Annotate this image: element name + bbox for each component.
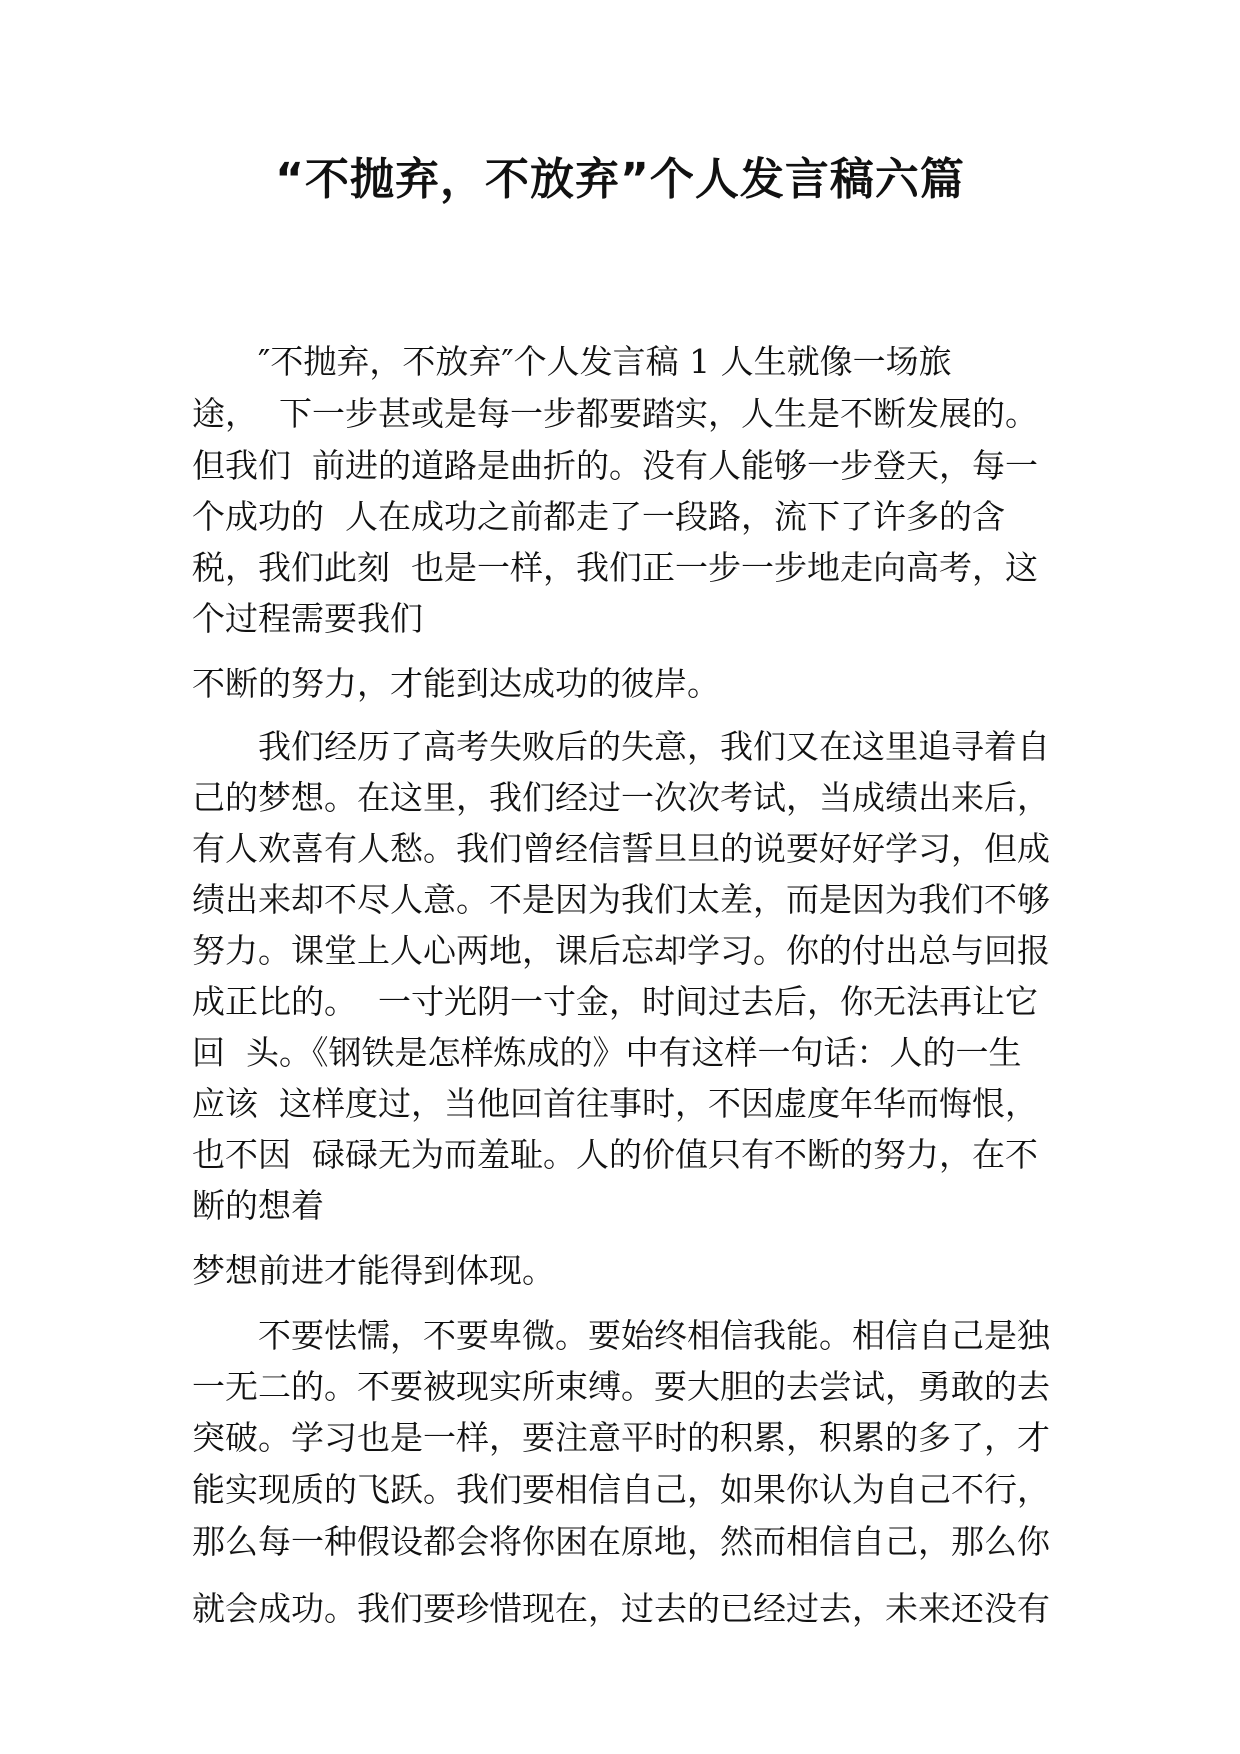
paragraph-line: 梦想前进才能得到体现。 (192, 1251, 555, 1290)
paragraph-line: 我们经历了高考失败后的失意，我们又在这里追寻着自 (258, 727, 1050, 766)
paragraph-line: 但我们 前进的道路是曲折的。没有人能够一步登天，每一 (192, 446, 1038, 485)
paragraph-line: 回 头。《钢铁是怎样炼成的》中有这样一句话：人的一生 (192, 1033, 1022, 1072)
paragraph-line: 也不因 碌碌无为而羞耻。人的价值只有不断的努力，在不 (192, 1135, 1038, 1174)
paragraph-line: 断的想着 (192, 1186, 324, 1225)
paragraph-line: 己的梦想。在这里，我们经过一次次考试，当成绩出来后， (192, 778, 1050, 817)
paragraph-line: 能实现质的飞跃。我们要相信自己，如果你认为自己不行， (192, 1470, 1050, 1509)
paragraph-line: 一无二的。不要被现实所束缚。要大胆的去尝试，勇敢的去 (192, 1367, 1050, 1406)
paragraph-line: ″不抛弃，不放弃″个人发言稿 1 人生就像一场旅 (258, 342, 952, 381)
paragraph-line: 应该 这样度过，当他回首往事时，不因虚度年华而悔恨， (192, 1084, 1038, 1123)
paragraph-line: 那么每一种假设都会将你困在原地，然而相信自己，那么你 (192, 1522, 1050, 1561)
paragraph-line: 绩出来却不尽人意。不是因为我们太差，而是因为我们不够 (192, 880, 1050, 919)
paragraph-line: 努力。课堂上人心两地，课后忘却学习。你的付出总与回报 (192, 931, 1050, 970)
document-title: “不抛弃，不放弃”个人发言稿六篇 (275, 154, 965, 205)
paragraph-line: 不要怯懦，不要卑微。要始终相信我能。相信自己是独 (258, 1316, 1050, 1355)
paragraph-line: 就会成功。我们要珍惜现在，过去的已经过去，未来还没有 (192, 1589, 1050, 1628)
paragraph-line: 税，我们此刻 也是一样，我们正一步一步地走向高考，这 (192, 548, 1038, 587)
paragraph-line: 个成功的 人在成功之前都走了一段路，流下了许多的含 (192, 497, 1005, 536)
paragraph-line: 有人欢喜有人愁。我们曾经信誓旦旦的说要好好学习，但成 (192, 829, 1050, 868)
paragraph-line: 途， 下一步甚或是每一步都要踏实，人生是不断发展的。 (192, 394, 1038, 433)
paragraph-line: 个过程需要我们 (192, 599, 423, 638)
paragraph-line: 成正比的。 一寸光阴一寸金，时间过去后，你无法再让它 (192, 982, 1038, 1021)
paragraph-line: 不断的努力，才能到达成功的彼岸。 (192, 664, 720, 703)
paragraph-line: 突破。学习也是一样，要注意平时的积累，积累的多了，才 (192, 1418, 1050, 1457)
